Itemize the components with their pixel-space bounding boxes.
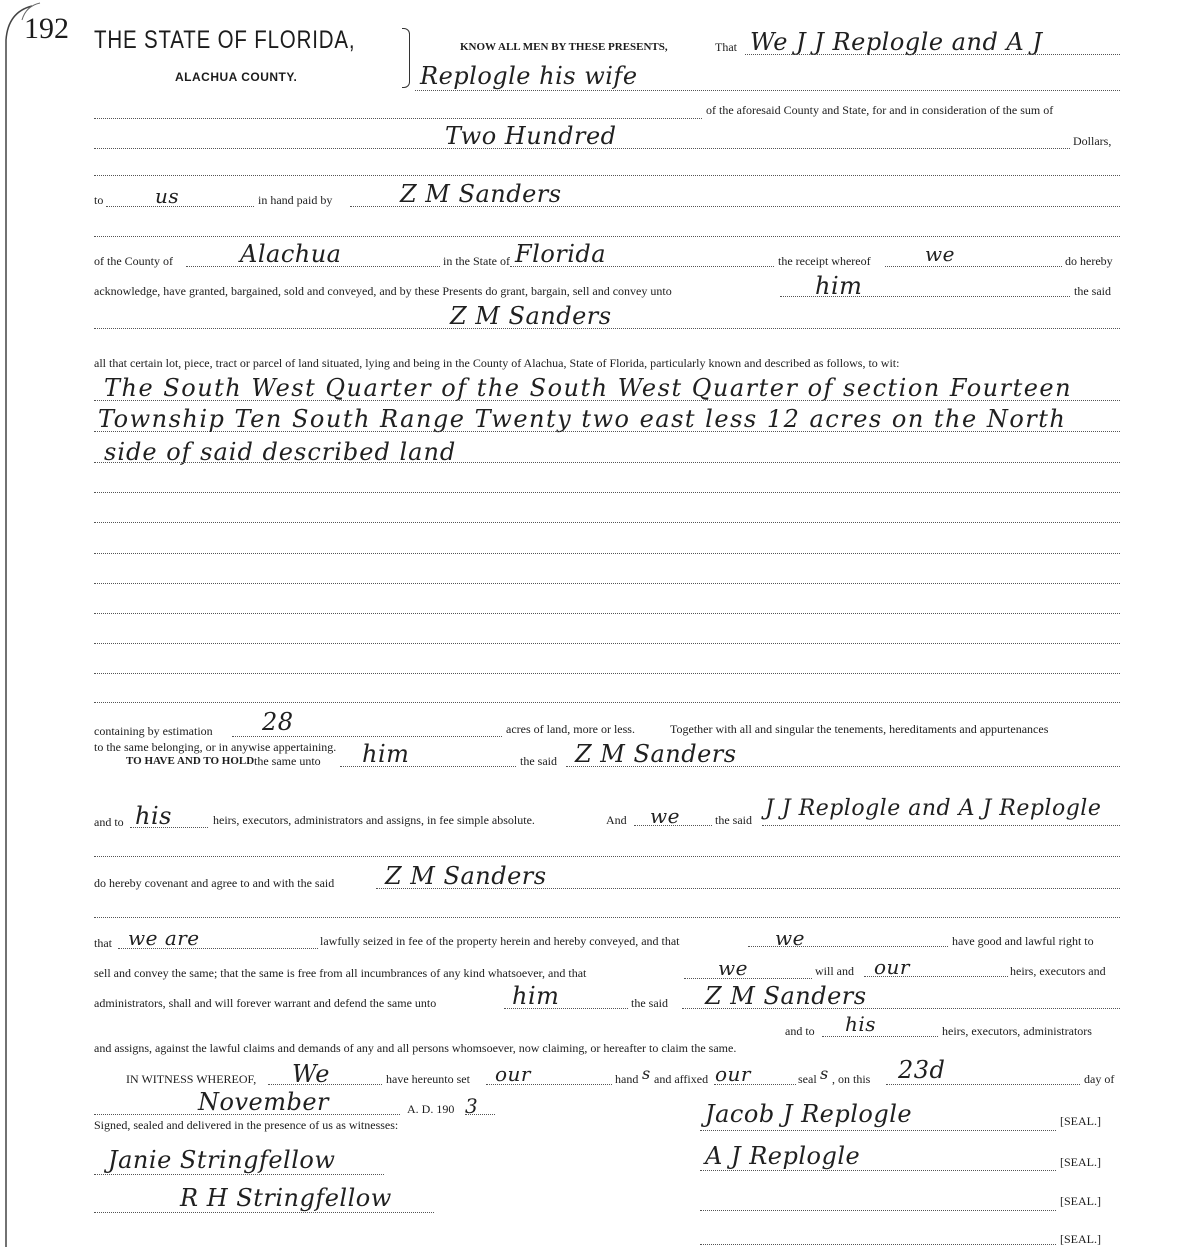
in-the-state-of: in the State of	[443, 254, 510, 268]
county-title: ALACHUA COUNTY.	[175, 70, 298, 84]
heirs-exec: heirs, executors, administrators and assigns, in fee simple absolute.	[213, 813, 535, 827]
have-hereunto-set: have hereunto set	[386, 1072, 470, 1086]
description-line2: Township Ten South Range Twenty two east less 12 acres on the North	[98, 405, 1067, 433]
description-line1: The South West Quarter of the South West Quarter of section Fourteen	[104, 374, 1073, 402]
day-value: 23d	[898, 1056, 946, 1084]
unto-him: him	[362, 740, 410, 768]
the-same-unto: the same unto	[254, 754, 321, 768]
and-assigns: and assigns, against the lawful claims and demands of any and all persons whomsoever, now claiming, or hereafter to claim the same.	[94, 1041, 737, 1055]
and-to-label: and to	[94, 815, 124, 829]
and-that-we-2: we	[718, 956, 748, 980]
defend-said: Z M Sanders	[705, 982, 867, 1010]
the-said-label-2: the said	[520, 754, 557, 768]
the-said-label-3: the said	[715, 813, 752, 827]
signed-sealed: Signed, sealed and delivered in the presence of us as witnesses:	[94, 1118, 399, 1132]
and-label: And	[606, 813, 627, 827]
covenant-with: Z M Sanders	[385, 862, 547, 890]
grantor-line1: We J J Replogle and A J	[750, 28, 1043, 56]
will-and-our: our	[874, 955, 910, 979]
acknowledge: acknowledge, have granted, bargained, sold and conveyed, and by these Presents do grant, bargain, sell and convey unto	[94, 284, 672, 298]
year-digit: 3	[465, 1094, 479, 1118]
on-this: , on this	[832, 1072, 871, 1086]
state-of: Florida	[515, 240, 607, 268]
of-the-county-of: of the County of	[94, 254, 173, 268]
seal-word: seal	[798, 1072, 817, 1086]
defend-unto: him	[512, 982, 560, 1010]
know-all-men: KNOW ALL MEN BY THESE PRESENTS,	[460, 41, 668, 53]
and-affixed: and affixed	[654, 1072, 709, 1086]
seal-label-4: [SEAL.]	[1060, 1232, 1101, 1246]
month-value: November	[198, 1088, 330, 1116]
together-label: Together with all and singular the tenements, hereditaments and appurtenances	[670, 722, 1049, 736]
will-and: will and	[815, 964, 854, 978]
containing-label: containing by estimation	[94, 724, 213, 738]
the-said-name: Z M Sanders	[450, 302, 612, 330]
paid-by: Z M Sanders	[400, 180, 562, 208]
and-to-label-2: and to	[785, 1024, 815, 1038]
dollars-label: Dollars,	[1073, 134, 1112, 148]
witness2: R H Stringfellow	[180, 1184, 392, 1212]
seal-label-1: [SEAL.]	[1060, 1114, 1101, 1128]
unto-said: Z M Sanders	[575, 740, 737, 768]
hand-label: hand	[615, 1072, 639, 1086]
seal-s: s	[820, 1064, 829, 1083]
that-we-are: we are	[128, 926, 200, 950]
and-to-his: his	[135, 802, 172, 830]
the-said-label: the said	[1074, 284, 1111, 298]
grantor-line2: Replogle his wife	[420, 62, 638, 90]
description-line3: side of said described land	[104, 438, 457, 466]
to-have-label: TO HAVE AND TO HOLD	[126, 755, 255, 767]
in-hand-paid-by: in hand paid by	[258, 193, 333, 207]
state-title: THE STATE OF FLORIDA,	[94, 26, 356, 54]
signature2: A J Replogle	[705, 1142, 861, 1170]
the-said-label-4: the said	[631, 996, 668, 1010]
do-hereby-covenant: do hereby covenant and agree to and with the said	[94, 876, 335, 890]
and-to-his-2: his	[845, 1012, 877, 1036]
county-of: Alachua	[240, 240, 342, 268]
witness-we: We	[292, 1060, 330, 1088]
heirs-exec-and: heirs, executors and	[1010, 964, 1106, 978]
county-state-consideration: of the aforesaid County and State, for and in consideration of the sum of	[706, 103, 1054, 117]
have-good: have good and lawful right to	[952, 934, 1094, 948]
all-that-certain: all that certain lot, piece, tract or parcel of land situated, lying and being in the County of Alachua, State of Florida, particularly known and described as follows, to wit:	[94, 356, 900, 370]
set-our: our	[495, 1062, 531, 1086]
hand-s: s	[642, 1064, 651, 1083]
and-we: we	[650, 804, 680, 828]
ad-label: A. D. 190	[407, 1102, 455, 1116]
to-the-same: to the same belonging, or in anywise appertaining.	[94, 740, 337, 754]
receipt-who: we	[925, 242, 955, 266]
day-of: day of	[1084, 1072, 1115, 1086]
that-label: That	[715, 40, 737, 54]
sell-convey: sell and convey the same; that the same is free from all incumbrances of any kind whatsoever, and that	[94, 966, 587, 980]
brace	[402, 28, 410, 88]
grantors-name: J J Replogle and A J Replogle	[765, 796, 1102, 821]
that-lower: that	[94, 936, 112, 950]
seal-label-3: [SEAL.]	[1060, 1194, 1101, 1208]
acres-label: acres of land, more or less.	[506, 722, 635, 736]
and-that-we: we	[775, 926, 805, 950]
signature1: Jacob J Replogle	[705, 1100, 913, 1128]
acres-value: 28	[262, 708, 294, 736]
lawfully-seized: lawfully seized in fee of the property herein and hereby conveyed, and that	[320, 934, 680, 948]
affixed-our: our	[715, 1062, 751, 1086]
page-number: 192	[24, 12, 69, 45]
to-label: to	[94, 193, 104, 207]
receipt-whereof: the receipt whereof	[778, 254, 871, 268]
witness1: Janie Stringfellow	[108, 1146, 336, 1174]
heirs-exec-admin: heirs, executors, administrators	[942, 1024, 1092, 1038]
in-witness: IN WITNESS WHEREOF,	[126, 1072, 257, 1086]
seal-label-2: [SEAL.]	[1060, 1155, 1101, 1169]
administrators-label: administrators, shall and will forever warrant and defend the same unto	[94, 996, 437, 1010]
convey-unto: him	[815, 272, 863, 300]
to-whom: us	[155, 184, 180, 208]
amount: Two Hundred	[445, 122, 617, 150]
do-hereby: do hereby	[1065, 254, 1113, 268]
